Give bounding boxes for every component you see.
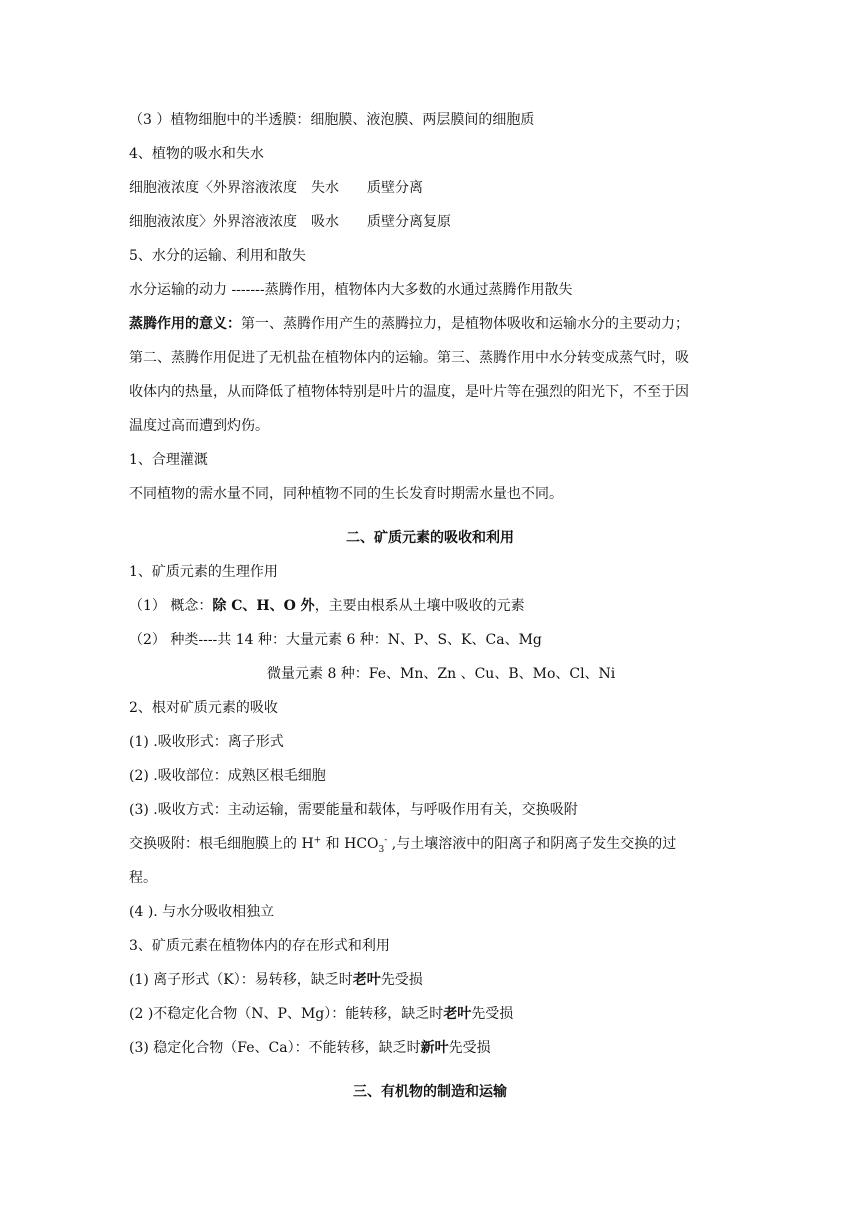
transpiration-significance-label: 蒸腾作用的意义： [129, 316, 241, 332]
irrigation-heading: 1、合理灌溉 [129, 452, 208, 468]
concept-line [129, 596, 525, 616]
exchange-text-a: 交换吸附：根毛细胞膜上的 H [129, 836, 314, 852]
transpiration-significance-line [129, 314, 689, 334]
paragraph-line: 温度过高而遭到灼伤。 [129, 418, 269, 434]
h-plus-sup: + [313, 835, 322, 846]
ion-form-text: (1) 离子形式（K）：易转移，缺乏时 [129, 972, 353, 988]
micro-elements-line: 微量元素 8 种：Fe、Mn、Zn 、Cu、B、Mo、Cl、Ni [267, 666, 616, 682]
existence-form-heading: 3、矿质元素在植物体内的存在形式和利用 [129, 938, 390, 954]
section-4-heading: 4、植物的吸水和失水 [129, 146, 264, 162]
hco3-sup: - [384, 835, 388, 846]
absorption-form-line: (1) .吸收形式：离子形式 [129, 734, 284, 750]
exchange-adsorption-line [129, 834, 676, 854]
ion-form-line [129, 970, 423, 990]
stable-compound-tail: 先受损 [448, 1040, 491, 1056]
semipermeable-membrane-line: （3 ）植物细胞中的半透膜：细胞膜、液泡膜、两层膜间的细胞质 [129, 112, 535, 128]
mineral-role-heading: 1、矿质元素的生理作用 [129, 564, 278, 580]
unstable-compound-text: (2 )不稳定化合物（N、P、Mg）：能转移，缺乏时 [129, 1006, 444, 1022]
old-leaf-label: 老叶 [352, 972, 381, 988]
irrigation-text: 不同植物的需水量不同，同种植物不同的生长发育时期需水量也不同。 [129, 486, 563, 502]
section-5-heading: 5、水分的运输、利用和散失 [129, 248, 306, 264]
hco3-sub: 3 [378, 844, 385, 855]
water-absorption-line: 细胞液浓度〉外界溶液浓度 吸水 质壁分离复原 [129, 214, 451, 230]
concept-rest: ，主要由根系从土壤中吸收的元素 [314, 598, 525, 614]
water-loss-line: 细胞液浓度〈外界溶液浓度 失水 质壁分离 [129, 180, 423, 196]
new-leaf-label: 新叶 [420, 1040, 449, 1056]
paragraph-line: 收体内的热量，从而降低了植物体特别是叶片的温度，是叶片等在强烈的阳光下，不至于因 [129, 384, 689, 400]
concept-label: （1） 概念： [129, 598, 213, 614]
section-heading-organic: 三、有机物的制造和运输 [353, 1084, 507, 1100]
exchange-text-b: 和 HCO [321, 836, 379, 852]
stable-compound-line [129, 1038, 491, 1058]
root-absorption-heading: 2、根对矿质元素的吸收 [129, 700, 278, 716]
independent-line: (4 ). 与水分吸收相独立 [129, 904, 275, 920]
unstable-compound-tail: 先受损 [471, 1006, 514, 1022]
absorption-site-line: (2) .吸收部位：成熟区根毛细胞 [129, 768, 326, 784]
exchange-text-c: ,与土壤溶液中的阳离子和阴离子发生交换的过 [387, 836, 677, 852]
old-leaf-label: 老叶 [443, 1006, 472, 1022]
concept-bold: 除 C、H、O 外 [212, 598, 315, 614]
absorption-method-line: (3) .吸收方式：主动运输，需要能量和载体，与呼吸作用有关，交换吸附 [129, 802, 578, 818]
ion-form-tail: 先受损 [380, 972, 423, 988]
section-heading-mineral: 二、矿质元素的吸收和利用 [346, 530, 514, 546]
transpiration-significance-text: 第一、蒸腾作用产生的蒸腾拉力，是植物体吸收和运输水分的主要动力； [241, 316, 689, 332]
exchange-adsorption-end: 程。 [129, 870, 157, 886]
macro-elements-line: （2） 种类----共 14 种：大量元素 6 种：N、P、S、K、Ca、Mg [129, 632, 542, 648]
paragraph-line: 第二、蒸腾作用促进了无机盐在植物体内的运输。第三、蒸腾作用中水分转变成蒸气时，吸 [129, 350, 689, 366]
unstable-compound-line [129, 1004, 513, 1024]
stable-compound-text: (3) 稳定化合物（Fe、Ca）：不能转移，缺乏时 [129, 1040, 421, 1056]
transport-power-line: 水分运输的动力 -------蒸腾作用，植物体内大多数的水通过蒸腾作用散失 [129, 282, 573, 298]
